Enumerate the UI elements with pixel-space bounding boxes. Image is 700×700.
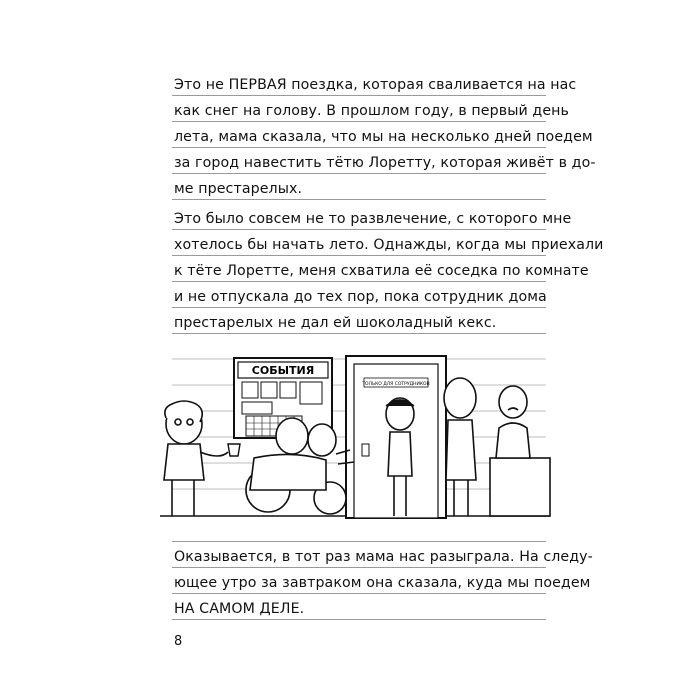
ruled-line (172, 173, 546, 174)
paragraph2-line: к тёте Лоретте, меня схватила её соседка по комнате (174, 263, 589, 279)
paragraph1-line: лета, мама сказала, что мы на несколько дней поедем (174, 129, 593, 145)
ruled-line (172, 541, 546, 542)
paragraph1-line: как снег на голову. В прошлом году, в первый день (174, 103, 570, 119)
ruled-line (172, 229, 546, 230)
page-number: 8 (174, 634, 183, 649)
paragraph1-line: Это не ПЕРВАЯ поездка, которая сваливается на нас (174, 77, 577, 93)
paragraph3-line: ющее утро за завтраком она сказала, куда мы поедем (174, 575, 591, 591)
ruled-line (172, 199, 546, 200)
ruled-line (172, 307, 546, 308)
paragraph2-line: и не отпускала до тех пор, пока сотрудник дома (174, 289, 547, 305)
ruled-line (172, 281, 546, 282)
paragraph1-line: ме престарелых. (174, 181, 303, 197)
events-board-title: СОБЫТИЯ (251, 364, 315, 377)
ruled-line (172, 95, 546, 96)
ruled-line (172, 255, 546, 256)
cupcake (228, 444, 240, 456)
ruled-line (172, 147, 546, 148)
nursing-home-illustration (150, 340, 570, 540)
ruled-line (172, 567, 546, 568)
paragraph2-line: престарелых не дал ей шоколадный кекс. (174, 315, 497, 331)
reception-desk (490, 458, 550, 516)
paragraph3-line: Оказывается, в тот раз мама нас разыграла. На следу- (174, 549, 593, 565)
paragraph2-line: хотелось бы начать лето. Однажды, когда мы приехали (174, 237, 604, 253)
door-sign: ТОЛЬКО ДЛЯ СОТРУДНИКОВ (362, 382, 430, 387)
ruled-line (172, 593, 546, 594)
paragraph2-line: Это было совсем не то развлечение, с которого мне (174, 211, 572, 227)
paragraph3-line: НА САМОМ ДЕЛЕ. (174, 601, 305, 617)
ruled-line (172, 121, 546, 122)
ruled-line (172, 333, 546, 334)
ruled-line (172, 619, 546, 620)
paragraph1-line: за город навестить тётю Лоретту, которая живёт в до- (174, 155, 596, 171)
